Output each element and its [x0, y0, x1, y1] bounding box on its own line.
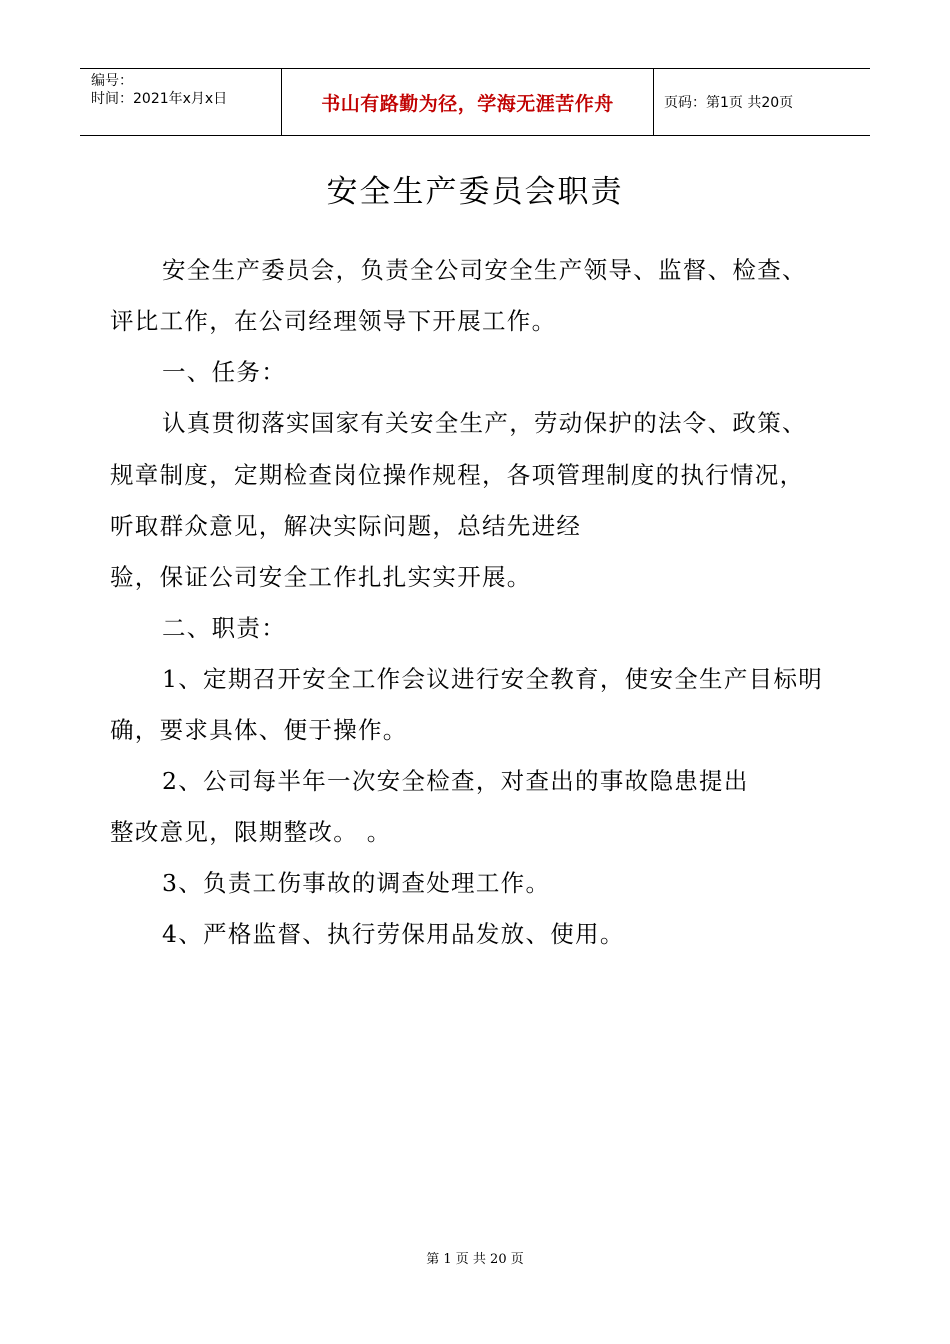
paragraph-line: 1、定期召开安全工作会议进行安全教育，使安全生产目标明: [162, 665, 824, 693]
section-heading: 一、任务：: [162, 358, 286, 386]
document-title: 安全生产委员会职责: [326, 174, 624, 210]
time-label: 时间：2021年x月x日: [91, 91, 228, 107]
header-meta-cell: [80, 69, 282, 135]
header-motto: 书山有路勤为径，学海无涯苦作舟: [282, 69, 654, 135]
section-heading: 二、职责：: [162, 614, 286, 642]
paragraph-line: 规章制度，定期检查岗位操作规程，各项管理制度的执行情况，: [110, 461, 805, 489]
paragraph-line: 确，要求具体、便于操作。: [110, 716, 408, 744]
paragraph-line: 安全生产委员会，负责全公司安全生产领导、监督、检查、: [162, 256, 807, 284]
header-page-info: 页码：第1页 共20页: [664, 95, 794, 111]
paragraph-line: 2、公司每半年一次安全检查，对查出的事故隐患提出: [162, 767, 749, 795]
paragraph-line: 3、负责工伤事故的调查处理工作。: [162, 869, 551, 897]
paragraph-line: 评比工作，在公司经理领导下开展工作。: [110, 307, 557, 335]
page-footer: 第 1 页 共 20 页: [426, 1252, 524, 1267]
paragraph-line: 认真贯彻落实国家有关安全生产，劳动保护的法令、政策、: [162, 409, 807, 437]
number-label: 编号：: [91, 73, 133, 89]
document-header: [80, 68, 870, 136]
paragraph-line: 听取群众意见，解决实际问题，总结先进经: [110, 512, 582, 540]
paragraph-line: 整改意见，限期整改。 。: [110, 818, 392, 846]
paragraph-line: 4、严格监督、执行劳保用品发放、使用。: [162, 920, 625, 948]
paragraph-line: 验，保证公司安全工作扎扎实实开展。: [110, 563, 532, 591]
